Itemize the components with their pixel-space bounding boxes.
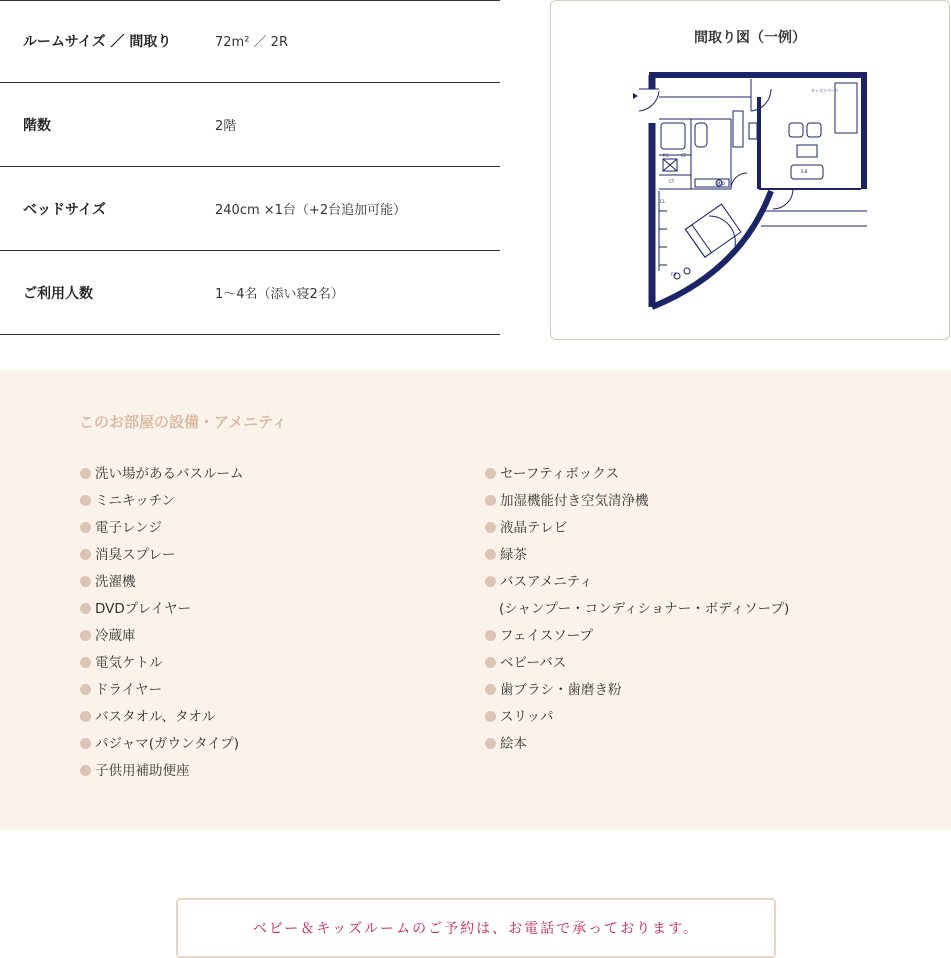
amenity-item — [485, 488, 789, 515]
amenity-item — [485, 623, 789, 650]
spec-value: 1〜4名（添い寝2名） — [215, 287, 344, 302]
amenity-item — [80, 623, 244, 650]
bullet-icon — [80, 495, 91, 506]
bullet-icon — [485, 684, 496, 695]
bullet-icon — [80, 711, 91, 722]
floorplan-diagram — [631, 71, 871, 311]
spec-row-room-size — [0, 1, 500, 83]
floorplan-label-fs: F.S — [671, 272, 677, 277]
amenity-item — [485, 650, 789, 677]
bullet-icon — [485, 657, 496, 668]
spec-row-floor — [0, 83, 500, 167]
bullet-icon — [485, 468, 496, 479]
amenity-label: 歯ブラシ・歯磨き粉 — [500, 682, 622, 698]
amenity-label: パジャマ(ガウンタイプ) — [95, 736, 240, 752]
bullet-icon — [485, 495, 496, 506]
amenity-label: 加湿機能付き空気清浄機 — [500, 493, 649, 509]
amenity-label: バスアメニティ — [500, 574, 593, 590]
bullet-icon — [80, 657, 91, 668]
amenity-item — [485, 731, 789, 758]
amenity-item — [80, 731, 244, 758]
amenities-list-left — [80, 461, 244, 785]
amenity-item — [80, 542, 244, 569]
amenity-item — [80, 650, 244, 677]
amenity-item — [485, 515, 789, 542]
bullet-icon — [485, 711, 496, 722]
amenity-item — [485, 704, 789, 731]
bullet-icon — [80, 468, 91, 479]
floorplan-label-ct: CT — [681, 153, 687, 158]
amenity-label: DVDプレイヤー — [95, 601, 192, 617]
bullet-icon — [80, 765, 91, 776]
floorplan-label-kids: キッズスペース — [811, 88, 839, 93]
amenity-label: スリッパ — [500, 709, 554, 725]
amenity-item — [485, 569, 789, 596]
spec-row-capacity — [0, 251, 500, 335]
spec-label: ベッドサイズ — [23, 201, 106, 218]
amenity-label: 電気ケトル — [95, 655, 163, 671]
amenity-label: 冷蔵庫 — [95, 628, 136, 644]
amenity-item — [485, 677, 789, 704]
amenity-label: バスタオル、タオル — [95, 709, 216, 725]
amenity-label: 子供用補助便座 — [95, 763, 190, 779]
bullet-icon — [80, 684, 91, 695]
bullet-icon — [80, 549, 91, 560]
amenity-item — [80, 488, 244, 515]
amenity-label: 洗い場があるバスルーム — [95, 466, 244, 482]
amenity-item — [80, 677, 244, 704]
spec-value: 72m² ／ 2R — [215, 35, 288, 50]
amenities-section — [0, 370, 951, 830]
amenity-item — [80, 596, 244, 623]
amenity-label: 消臭スプレー — [95, 547, 176, 563]
amenity-item — [485, 461, 789, 488]
amenity-label: (シャンプー・コンディショナー・ボディソープ) — [499, 601, 790, 617]
spec-label: ルームサイズ ／ 間取り — [23, 33, 172, 50]
amenity-label: セーフティボックス — [500, 466, 620, 482]
amenities-list-right — [485, 461, 789, 758]
amenity-item — [80, 758, 244, 785]
bullet-icon — [80, 603, 91, 614]
bullet-icon — [80, 576, 91, 587]
spec-value: 240cm ×1台（+2台追加可能） — [215, 203, 407, 218]
amenity-label: 液晶テレビ — [500, 520, 568, 536]
floorplan-label-md: M/D — [717, 181, 725, 186]
floorplan-label-ct: CT — [669, 179, 675, 184]
amenity-label: ミニキッチン — [95, 493, 176, 509]
bullet-icon — [485, 630, 496, 641]
reservation-notice: ベビー＆キッズルームのご予約は、お電話で承っております。 — [176, 898, 776, 958]
amenity-label: 絵本 — [500, 736, 527, 752]
floorplan-label-cl: CL — [660, 199, 666, 204]
bullet-icon — [80, 522, 91, 533]
amenity-item — [80, 461, 244, 488]
bullet-icon — [485, 549, 496, 560]
amenity-item-note — [485, 596, 789, 623]
bullet-icon — [485, 576, 496, 587]
amenity-item — [80, 515, 244, 542]
amenity-label: フェイスソープ — [500, 628, 594, 644]
spec-row-bed-size — [0, 167, 500, 251]
spec-label: 階数 — [23, 117, 51, 134]
floorplan-title: 間取り図（一例） — [694, 30, 806, 46]
floorplan-label-ps: P.S — [663, 153, 669, 158]
amenity-label: ベビーバス — [500, 655, 567, 671]
spec-value: 2階 — [215, 119, 237, 134]
amenity-item — [485, 542, 789, 569]
spec-label: ご利用人数 — [23, 285, 93, 302]
amenity-label: 緑茶 — [500, 547, 527, 563]
bullet-icon — [485, 738, 496, 749]
amenity-item — [80, 704, 244, 731]
bullet-icon — [485, 522, 496, 533]
floorplan-label-sb: S.B — [801, 169, 808, 174]
amenity-label: 洗濯機 — [95, 574, 136, 590]
amenity-label: 電子レンジ — [95, 520, 162, 536]
room-spec-table — [0, 0, 500, 335]
bullet-icon — [80, 738, 91, 749]
amenity-label: ドライヤー — [95, 682, 163, 698]
amenities-title: このお部屋の設備・アメニティ — [79, 413, 287, 431]
floorplan-card — [550, 0, 950, 340]
amenity-item — [80, 569, 244, 596]
bullet-icon — [80, 630, 91, 641]
